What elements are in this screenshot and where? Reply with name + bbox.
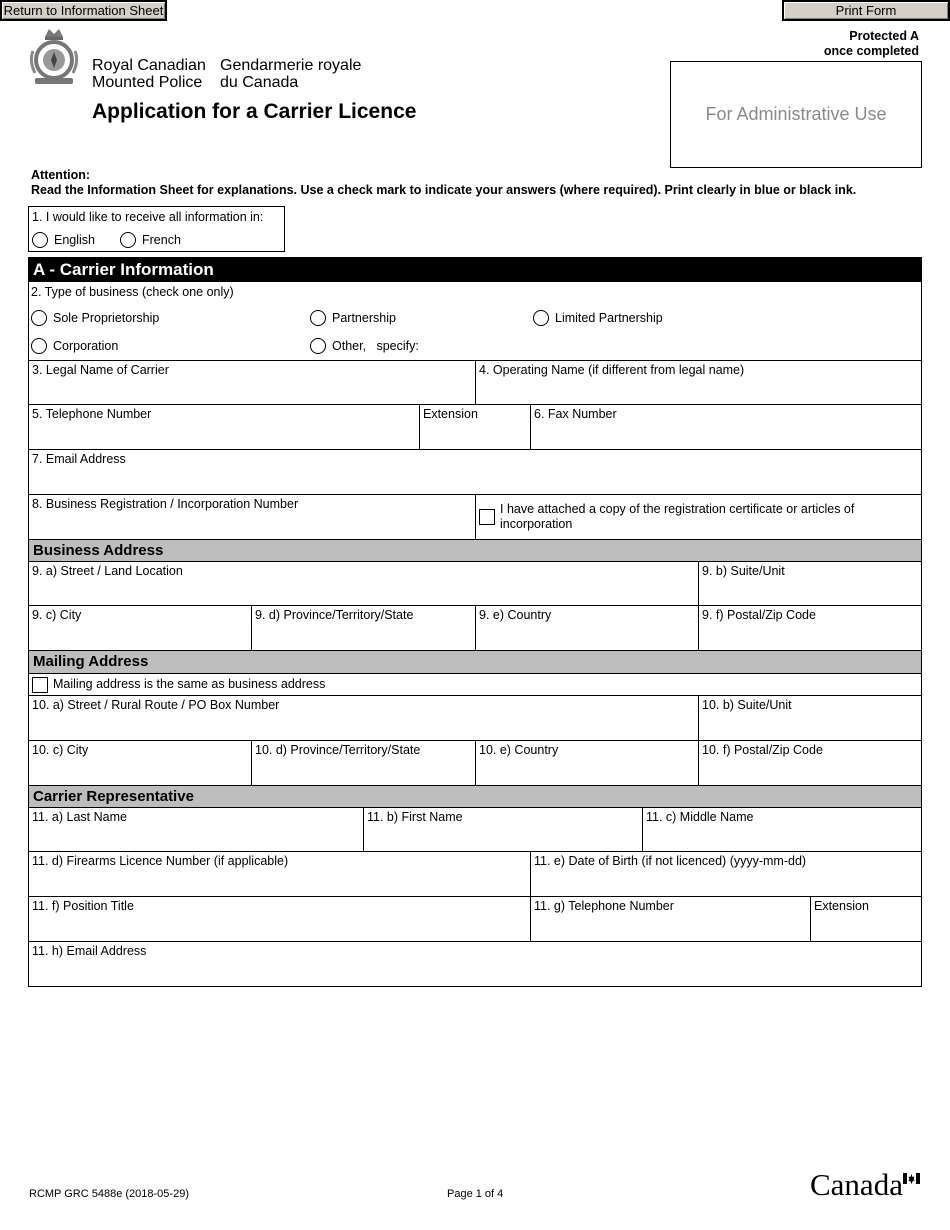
rep-dob-label: 11. e) Date of Birth (if not licenced) (yyyy-mm-dd) xyxy=(534,854,807,868)
business-province-field[interactable] xyxy=(251,605,476,651)
mailing-same-row xyxy=(28,673,922,696)
rep-middle-name-label: 11. c) Middle Name xyxy=(646,810,754,824)
carrier-representative-header: Carrier Representative xyxy=(28,785,922,808)
operating-name-field[interactable] xyxy=(475,360,922,405)
rep-firearms-licence-label: 11. d) Firearms Licence Number (if applicable) xyxy=(32,854,289,868)
business-country-field[interactable] xyxy=(475,605,699,651)
rep-position-field[interactable] xyxy=(28,896,531,942)
rep-dob-field[interactable] xyxy=(530,851,922,897)
business-street-label: 9. a) Street / Land Location xyxy=(32,564,183,578)
english-radio[interactable] xyxy=(32,232,48,248)
rep-firearms-licence-field[interactable] xyxy=(28,851,531,897)
mailing-province-field[interactable] xyxy=(251,740,476,786)
sole-proprietorship-radio[interactable] xyxy=(31,310,47,326)
language-question: 1. I would like to receive all information in: xyxy=(32,210,264,224)
rep-position-label: 11. f) Position Title xyxy=(32,899,134,913)
telephone-label: 5. Telephone Number xyxy=(32,407,152,421)
business-city-field[interactable] xyxy=(28,605,252,651)
page-number: Page 1 of 4 xyxy=(447,1188,504,1200)
corporation-label: Corporation xyxy=(53,339,119,353)
french-label: French xyxy=(142,233,181,247)
rep-extension-field[interactable] xyxy=(810,896,922,942)
attached-copy-cell xyxy=(475,494,922,540)
rcmp-name-en: Royal Canadian Mounted Police xyxy=(92,57,206,91)
mailing-same-checkbox[interactable] xyxy=(32,677,48,693)
mailing-address-header: Mailing Address xyxy=(28,650,922,674)
rcmp-crest-icon xyxy=(27,27,81,89)
other-radio[interactable] xyxy=(310,338,326,354)
email-field[interactable] xyxy=(28,449,922,495)
canada-flag-icon xyxy=(903,1173,920,1184)
rep-telephone-label: 11. g) Telephone Number xyxy=(534,899,674,913)
business-suite-label: 9. b) Suite/Unit xyxy=(702,564,785,578)
attached-copy-label: I have attached a copy of the registration certificate or articles of incorporation xyxy=(500,502,855,531)
mailing-postal-field[interactable] xyxy=(698,740,922,786)
sole-proprietorship-label: Sole Proprietorship xyxy=(53,311,160,325)
rep-middle-name-field[interactable] xyxy=(642,807,922,852)
business-type-partnership[interactable] xyxy=(310,310,396,326)
section-a-header: A - Carrier Information xyxy=(28,257,922,282)
rep-extension-label: Extension xyxy=(814,899,869,913)
rep-last-name-label: 11. a) Last Name xyxy=(32,810,127,824)
rep-first-name-field[interactable] xyxy=(363,807,643,852)
canada-wordmark xyxy=(810,1168,903,1202)
mailing-province-label: 10. d) Province/Territory/State xyxy=(255,743,421,757)
attached-copy-checkbox[interactable] xyxy=(479,509,495,525)
business-postal-label: 9. f) Postal/Zip Code xyxy=(702,608,816,622)
mailing-street-field[interactable] xyxy=(28,695,699,741)
form-number: RCMP GRC 5488e (2018-05-29) xyxy=(29,1188,189,1200)
business-street-field[interactable] xyxy=(28,561,699,606)
mailing-street-label: 10. a) Street / Rural Route / PO Box Number xyxy=(32,698,280,712)
language-option-english[interactable] xyxy=(32,232,95,248)
business-province-label: 9. d) Province/Territory/State xyxy=(255,608,414,622)
email-label: 7. Email Address xyxy=(32,452,126,466)
business-city-label: 9. c) City xyxy=(32,608,82,622)
return-to-information-sheet-button[interactable]: Return to Information Sheet xyxy=(0,0,167,21)
mailing-suite-label: 10. b) Suite/Unit xyxy=(702,698,792,712)
attention-notice: Attention: Read the Information Sheet for explanations. Use a check mark to indicate your answers (where required). Print clearly in blue or black ink. xyxy=(31,168,857,197)
fax-label: 6. Fax Number xyxy=(534,407,617,421)
business-type-limited-partnership[interactable] xyxy=(533,310,663,326)
mailing-postal-label: 10. f) Postal/Zip Code xyxy=(702,743,823,757)
mailing-suite-field[interactable] xyxy=(698,695,922,741)
limited-partnership-label: Limited Partnership xyxy=(555,311,663,325)
rcmp-name-fr: Gendarmerie royale du Canada xyxy=(220,57,362,91)
fax-field[interactable] xyxy=(530,404,922,450)
business-type-corporation[interactable] xyxy=(31,338,118,354)
mailing-city-label: 10. c) City xyxy=(32,743,89,757)
extension-label: Extension xyxy=(423,407,478,421)
rep-telephone-field[interactable] xyxy=(530,896,811,942)
telephone-field[interactable] xyxy=(28,404,420,450)
rep-last-name-field[interactable] xyxy=(28,807,364,852)
registration-number-field[interactable] xyxy=(28,494,476,540)
legal-name-label: 3. Legal Name of Carrier xyxy=(32,363,169,377)
administrative-use-box: For Administrative Use xyxy=(670,61,922,168)
canada-wordmark-text: Canada xyxy=(810,1167,903,1202)
business-country-label: 9. e) Country xyxy=(479,608,552,622)
mailing-city-field[interactable] xyxy=(28,740,252,786)
limited-partnership-radio[interactable] xyxy=(533,310,549,326)
mailing-country-label: 10. e) Country xyxy=(479,743,559,757)
partnership-label: Partnership xyxy=(332,311,396,325)
rep-first-name-label: 11. b) First Name xyxy=(367,810,463,824)
business-type-other[interactable] xyxy=(310,338,419,354)
business-suite-field[interactable] xyxy=(698,561,922,606)
corporation-radio[interactable] xyxy=(31,338,47,354)
business-type-box xyxy=(28,281,922,361)
print-form-button[interactable]: Print Form xyxy=(782,0,950,21)
mailing-same-label: Mailing address is the same as business address xyxy=(53,677,326,691)
english-label: English xyxy=(54,233,95,247)
language-preference-box xyxy=(28,206,285,252)
telephone-extension-field[interactable] xyxy=(419,404,531,450)
business-postal-field[interactable] xyxy=(698,605,922,651)
page-title: Application for a Carrier Licence xyxy=(92,100,417,123)
other-label: Other, specify: xyxy=(332,339,419,353)
business-type-label: 2. Type of business (check one only) xyxy=(31,285,234,299)
rep-email-field[interactable] xyxy=(28,941,922,987)
business-type-sole-proprietorship[interactable] xyxy=(31,310,159,326)
french-radio[interactable] xyxy=(120,232,136,248)
rep-email-label: 11. h) Email Address xyxy=(32,944,147,958)
legal-name-field[interactable] xyxy=(28,360,476,405)
registration-number-label: 8. Business Registration / Incorporation Number xyxy=(32,497,299,511)
mailing-country-field[interactable] xyxy=(475,740,699,786)
business-address-header: Business Address xyxy=(28,539,922,562)
partnership-radio[interactable] xyxy=(310,310,326,326)
protected-notice: Protected A once completed xyxy=(823,29,919,58)
operating-name-label: 4. Operating Name (if different from legal name) xyxy=(479,363,745,377)
language-option-french[interactable] xyxy=(120,232,181,248)
